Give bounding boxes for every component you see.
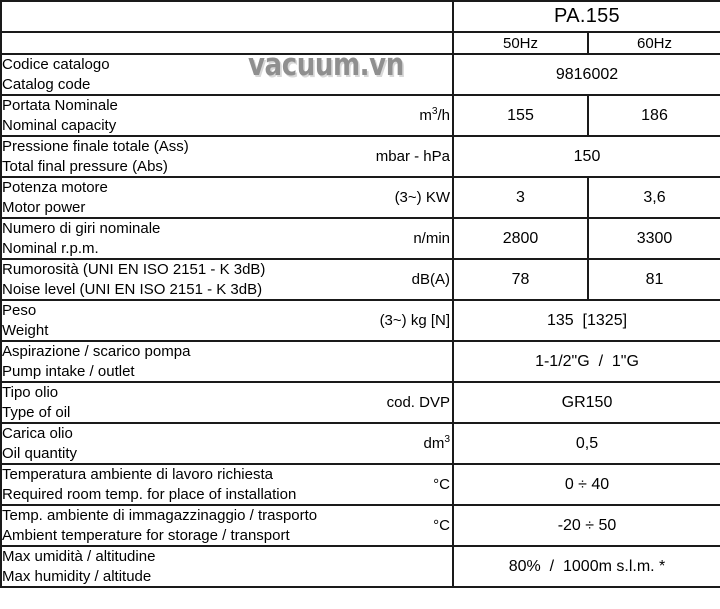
table-row xyxy=(1,505,720,546)
spec-unit: °C xyxy=(433,517,450,534)
spec-label-cell xyxy=(1,546,453,587)
table-row xyxy=(1,300,720,341)
spec-unit: (3~) KW xyxy=(394,189,450,206)
spec-unit: $dm^3$ xyxy=(423,434,450,452)
spec-value-60hz: 186 xyxy=(588,95,720,136)
spec-label-text xyxy=(2,55,110,94)
spec-label-it: Temperatura ambiente di lavoro richiesta xyxy=(2,466,273,483)
spec-label-cell xyxy=(1,136,453,177)
spec-value-merged: 135 [1325] xyxy=(453,300,720,341)
spec-label-it: Numero di giri nominale xyxy=(2,220,161,237)
spec-label-en: Total final pressure (Abs) xyxy=(2,157,168,175)
watermark: vacuum.vn xyxy=(248,47,404,83)
spec-label-it: Max umidità / altitudine xyxy=(2,548,156,565)
spec-value-merged: GR150 xyxy=(453,382,720,423)
spec-label-cell xyxy=(1,423,453,464)
spec-label-en: Nominal r.p.m. xyxy=(2,239,99,257)
spec-label-it: Codice catalogo xyxy=(2,56,110,73)
spec-value-50hz: 2800 xyxy=(453,218,588,259)
spec-label-cell xyxy=(1,464,453,505)
spec-label-cell xyxy=(1,54,453,95)
table-row xyxy=(1,136,720,177)
table-row xyxy=(1,259,720,300)
spec-label-text xyxy=(2,301,48,340)
spec-unit: dB(A) xyxy=(411,271,450,288)
frequency-header-50hz: 50Hz xyxy=(453,32,588,54)
spec-value-50hz: 78 xyxy=(453,259,588,300)
spec-label-text xyxy=(2,178,108,217)
spec-label-cell xyxy=(1,177,453,218)
table-row xyxy=(1,54,720,95)
spec-label-text xyxy=(2,260,265,299)
frequency-header-60hz: 60Hz xyxy=(588,32,720,54)
spec-label-en: Motor power xyxy=(2,198,86,216)
spec-label-text xyxy=(2,342,190,381)
spec-label-cell xyxy=(1,259,453,300)
spec-label-en: Weight xyxy=(2,321,49,339)
spec-value-60hz: 3300 xyxy=(588,218,720,259)
spec-label-it: Tipo olio xyxy=(2,384,59,401)
spec-label-en: Noise level (UNI EN ISO 2151 - K 3dB) xyxy=(2,280,263,298)
spec-label-cell xyxy=(1,505,453,546)
spec-label-en: Required room temp. for place of installation xyxy=(2,485,297,503)
table-row xyxy=(1,218,720,259)
spec-label-en: Ambient temperature for storage / transport xyxy=(2,526,290,544)
spec-label-en: Nominal capacity xyxy=(2,116,117,134)
spec-label-it: Temp. ambiente di immagazzinaggio / trasporto xyxy=(2,507,318,524)
spec-label-cell xyxy=(1,341,453,382)
spec-label-it: Pressione finale totale (Ass) xyxy=(2,138,189,155)
spec-value-merged: 150 xyxy=(453,136,720,177)
spec-label-it: Aspirazione / scarico pompa xyxy=(2,343,191,360)
spec-label-cell xyxy=(1,300,453,341)
spec-label-en: Oil quantity xyxy=(2,444,78,462)
table-row xyxy=(1,423,720,464)
spec-label-it: Peso xyxy=(2,302,37,319)
spec-label-text xyxy=(2,547,155,586)
spec-value-50hz: 3 xyxy=(453,177,588,218)
spec-label-text xyxy=(2,219,160,258)
spec-unit: $m^3/h$ xyxy=(419,106,450,124)
table-row xyxy=(1,95,720,136)
header-spacer-cell-2 xyxy=(1,32,453,54)
spec-label-text xyxy=(2,506,317,545)
spec-label-en: Max humidity / altitude xyxy=(2,567,152,585)
spec-value-60hz: 81 xyxy=(588,259,720,300)
table-row xyxy=(1,341,720,382)
spec-label-text xyxy=(2,465,296,504)
spec-label-en: Type of oil xyxy=(2,403,71,421)
spec-value-60hz: 3,6 xyxy=(588,177,720,218)
spec-value-merged: 0 ÷ 40 xyxy=(453,464,720,505)
header-row-frequency xyxy=(1,32,720,54)
spec-label-en: Pump intake / outlet xyxy=(2,362,135,380)
spec-label-cell xyxy=(1,382,453,423)
spec-value-merged: -20 ÷ 50 xyxy=(453,505,720,546)
spec-value-merged: 80% / 1000m s.l.m. * xyxy=(453,546,720,587)
header-row-model xyxy=(1,1,720,32)
spec-unit: cod. DVP xyxy=(386,394,450,411)
table-row xyxy=(1,546,720,587)
spec-value-merged: 0,5 xyxy=(453,423,720,464)
spec-label-en: Catalog code xyxy=(2,75,91,93)
spec-label-text xyxy=(2,424,77,463)
spec-unit: °C xyxy=(433,476,450,493)
spec-unit: (3~) kg [N] xyxy=(379,312,450,329)
table-row xyxy=(1,382,720,423)
model-name-header: PA.155 xyxy=(453,1,720,32)
spec-label-it: Potenza motore xyxy=(2,179,108,196)
table-row xyxy=(1,177,720,218)
spec-unit: n/min xyxy=(413,230,450,247)
spec-unit: mbar - hPa xyxy=(375,148,450,165)
spec-label-cell xyxy=(1,218,453,259)
spec-label-it: Rumorosità (UNI EN ISO 2151 - K 3dB) xyxy=(2,261,266,278)
header-spacer-cell xyxy=(1,1,453,32)
spec-label-it: Portata Nominale xyxy=(2,97,118,114)
spec-label-text xyxy=(2,96,118,135)
spec-label-text xyxy=(2,137,189,176)
table-row xyxy=(1,464,720,505)
spec-value-merged: 9816002 xyxy=(453,54,720,95)
spec-value-merged: 1-1/2"G / 1"G xyxy=(453,341,720,382)
spec-label-text xyxy=(2,383,70,422)
spec-label-cell xyxy=(1,95,453,136)
spec-value-50hz: 155 xyxy=(453,95,588,136)
spec-label-it: Carica olio xyxy=(2,425,73,442)
